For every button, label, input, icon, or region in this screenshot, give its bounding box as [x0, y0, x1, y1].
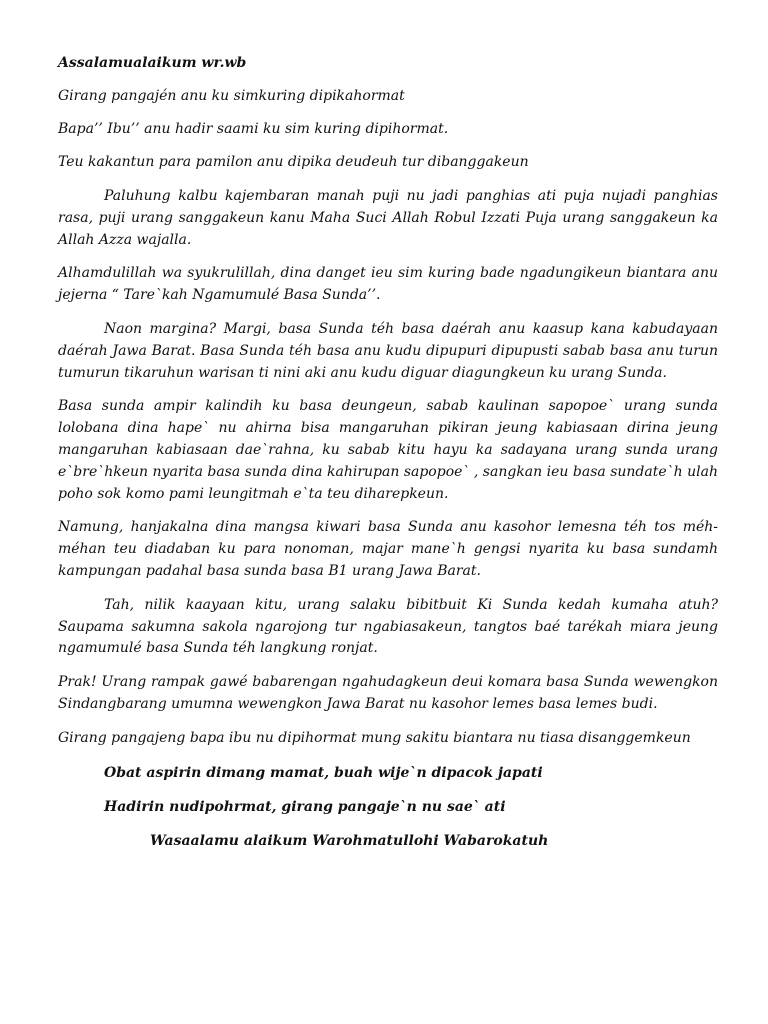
- salutation-2: Bapa’’ Ibu’’ anu hadir saami ku sim kuring dipihormat.: [58, 121, 449, 137]
- salutation-3: Teu kakantun para pamilon anu dipika deudeuh tur dibanggakeun: [58, 154, 529, 170]
- salutation-1: Girang pangajén anu ku simkuring dipikahormat: [58, 88, 405, 104]
- paragraph-call-to-action: Prak! Urang rampak gawé babarengan ngahudagkeun deui komara basa Sunda wewengkon Sindangbarang umumna wewengkon Jawa Barat nu kasohor lemes basa lemes budi.: [58, 674, 718, 712]
- verse-line-2: Hadirin nudipohrmat, girang pangaje`n nu sae` ati: [104, 798, 506, 815]
- paragraph-speech-title: Alhamdulillah wa syukrulillah, dina danget ieu sim kuring bade ngadungikeun biantara anu jejerna “ Tare`kah Ngamumulé Basa Sunda’’.: [58, 265, 718, 304]
- paragraph-youth: Namung, hanjakalna dina mangsa kiwari basa Sunda anu kasohor lemesna téh tos méh-méhan teu diadaban ku para nonoman, majar mane`h gengsi nyarita ku basa sundamh kampungan padahal basa sunda basa B1 urang Jawa Barat.: [58, 519, 718, 579]
- verse-line-1: Obat aspirin dimang mamat, buah wije`n dipacok japati: [104, 764, 543, 781]
- paragraph-opening-praise: Paluhung kalbu kajembaran manah puji nu jadi panghias ati puja nujadi panghias rasa, puji urang sanggakeun kanu Maha Suci Allah Robul Izzati Puja urang sanggakeun ka Allah Azza wajalla.: [58, 188, 718, 248]
- paragraph-conclusion: Girang pangajeng bapa ibu nu dipihormat mung sakitu biantara nu tiasa disanggemkeun: [58, 729, 691, 746]
- paragraph-schools: Tah, nilik kaayaan kitu, urang salaku bibitbuit Ki Sunda kedah kumaha atuh? Saupama sakumna sakola ngarojong tur ngabiasakeun, tangtos baé tarékah miara jeung ngamumulé basa Sunda téh langkung ronjat.: [58, 596, 718, 657]
- paragraph-reason: Naon margina? Margi, basa Sunda téh basa daérah anu kaasup kana kabudayaan daérah Jawa Barat. Basa Sunda téh basa anu kudu dipupuri dipupusti sabab basa anu turun tumurun tikaruhun warisan ti nini aki anu kudu diguar diagungkeun ku urang Sunda.: [58, 320, 718, 381]
- paragraph-foreign-language: Basa sunda ampir kalindih ku basa deungeun, sabab kaulinan sapopoe` urang sunda lolobana dina hape` nu ahirna bisa mangaruhan pikiran jeung kabiasaan dirina jeung mangaruhan kabiasaan dae`rahna, ku sabab kitu hayu ka sadayana urang sunda urang e`bre`hkeun nyarita basa sunda dina kahirupan sapopoe` , sangkan ieu basa sundate`h ulah poho sok komo pami leungitmah e`ta teu diharepkeun.: [58, 398, 718, 502]
- greeting: Assalamualaikum wr.wb: [58, 55, 247, 71]
- closing-salam: Wasaalamu alaikum Warohmatullohi Wabarokatuh: [150, 832, 549, 849]
